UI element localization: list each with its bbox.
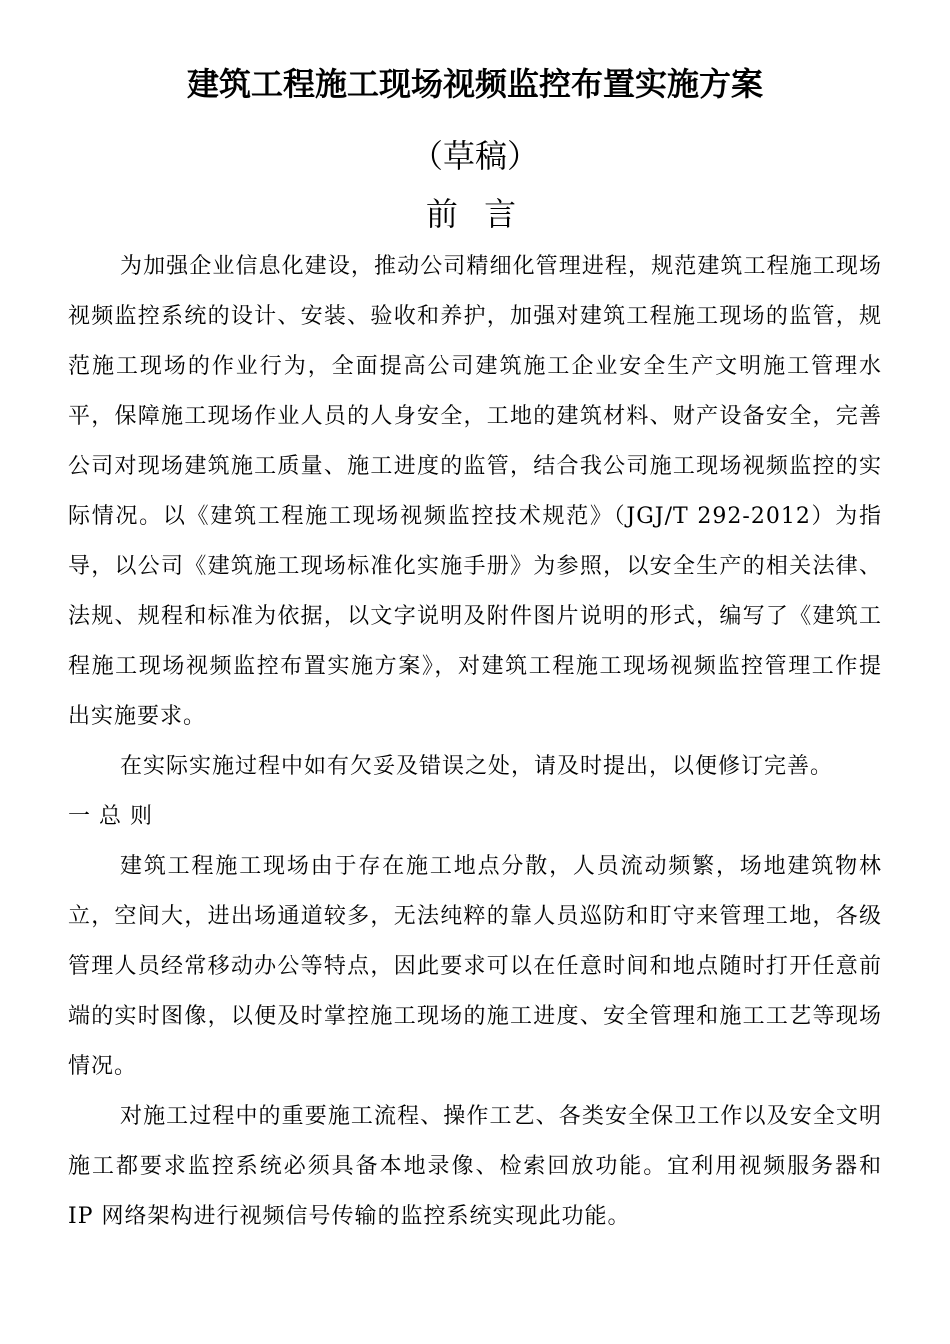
document-page (68, 58, 882, 1242)
document-title: 建筑工程施工现场视频监控布置实施方案 (186, 65, 763, 103)
document-subtitle: （草稿） (410, 137, 539, 175)
chapter-paragraph: 对施工过程中的重要施工流程、操作工艺、各类安全保卫工作以及安全文明施工都要求监控系统必须具备本地录像、检索回放功能。宜利用视频服务器和 IP 网络架构进行视频信号传输的监控系统实现此功能。 (68, 1104, 882, 1229)
preface-heading: 前 言 (425, 195, 525, 233)
chapter-paragraph: 建筑工程施工现场由于存在施工地点分散，人员流动频繁，场地建筑物林立，空间大，进出场通道较多，无法纯粹的靠人员巡防和盯守来管理工地，各级管理人员经常移动办公等特点，因此要求可以在任意时间和地点随时打开任意前端的实时图像，以便及时掌控施工现场的施工进度、安全管理和施工工艺等现场情况。 (68, 854, 882, 1079)
preface-paragraph: 在实际实施过程中如有欠妥及错误之处，请及时提出，以便修订完善。 (120, 754, 834, 779)
chapter-heading: 一 总 则 (68, 804, 153, 829)
preface-paragraph: 为加强企业信息化建设，推动公司精细化管理进程，规范建筑工程施工现场视频监控系统的设计、安装、验收和养护，加强对建筑工程施工现场的监管，规范施工现场的作业行为，全面提高公司建筑施工企业安全生产文明施工管理水平，保障施工现场作业人员的人身安全，工地的建筑材料、财产设备安全，完善公司对现场建筑施工质量、施工进度的监管，结合我公司施工现场视频监控的实际情况。以《建筑工程施工现场视频监控技术规范》（JGJ/T 292-2012）为指导，以公司《建筑施工现场标准化实施手册》为参照，以安全生产的相关法律、法规、规程和标准为依据，以文字说明及附件图片说明的形式，编写了《建筑工程施工现场视频监控布置实施方案》，对建筑工程施工现场视频监控管理工作提出实施要求。 (68, 254, 882, 729)
